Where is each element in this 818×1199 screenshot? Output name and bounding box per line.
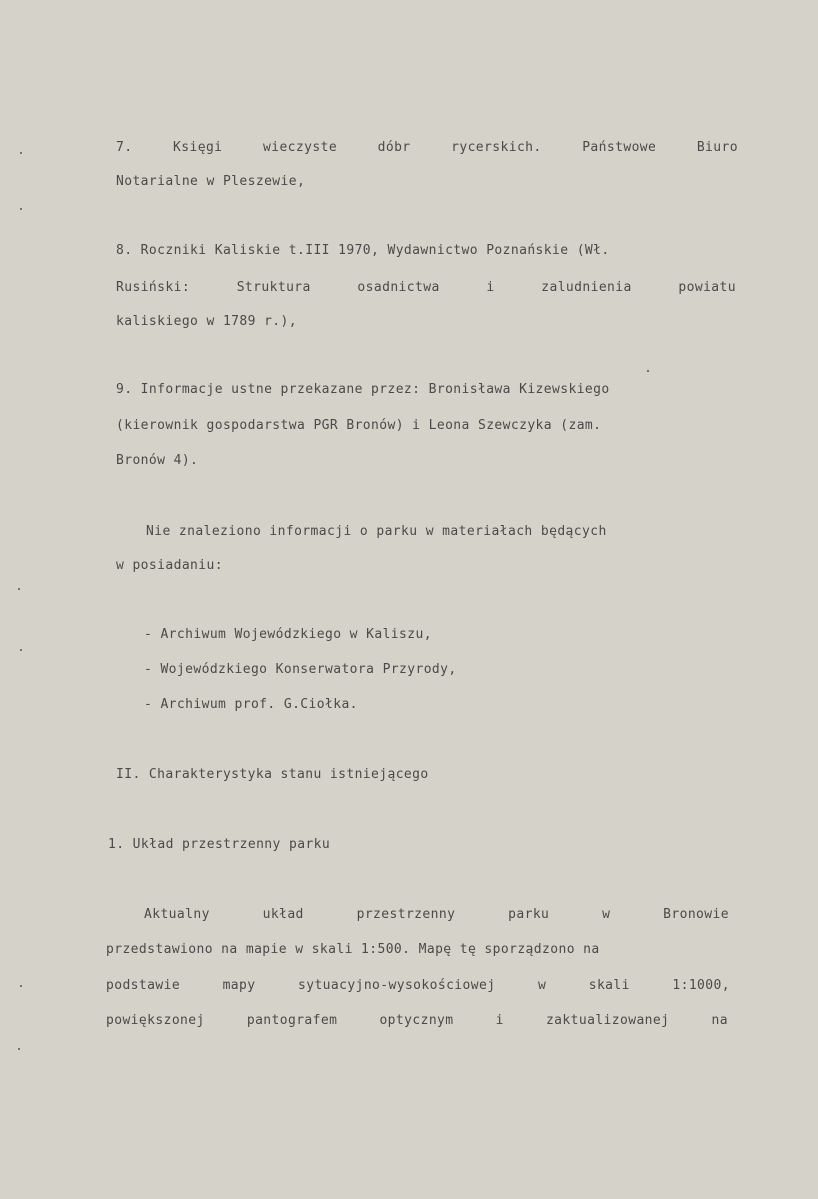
subsection-heading: 1. Układ przestrzenny parku [108,837,331,852]
not-found-line-1: Nie znaleziono informacji o parku w materiałach będących [146,524,607,539]
word: wieczyste [263,140,338,155]
word: powiatu [678,280,736,295]
ref-8-line-2 [116,280,736,296]
word: Państwowe [582,140,657,155]
word: sytuacyjno-wysokościowej [298,978,496,993]
word: dóbr [377,140,411,155]
word: osadnictwa [357,280,440,295]
word: 7. [116,140,133,155]
text-speck [647,370,649,372]
word: 1:1000, [672,978,730,993]
list-item: - Archiwum prof. G.Ciołka. [144,697,358,712]
body-line-1 [144,907,729,923]
list-item: - Archiwum Wojewódzkiego w Kaliszu, [144,627,432,642]
margin-speck [20,152,22,154]
word: podstawie [106,978,181,993]
word: optycznym [379,1013,454,1028]
word: Rusiński: [116,280,191,295]
margin-speck [20,649,22,651]
body-line-2: przedstawiono na mapie w skali 1:500. Mapę tę sporządzono na [106,942,600,957]
ref-9-line-2: (kierownik gospodarstwa PGR Bronów) i Leona Szewczyka (zam. [116,418,602,433]
word: w [602,907,611,922]
list-item: - Wojewódzkiego Konserwatora Przyrody, [144,662,457,677]
margin-speck [18,1048,20,1050]
word: na [711,1013,728,1028]
word: skali [588,978,630,993]
word: parku [508,907,550,922]
ref-8-line-3: kaliskiego w 1789 r.), [116,314,297,329]
word: Księgi [173,140,223,155]
ref-8-line-1: 8. Roczniki Kaliskie t.III 1970, Wydawnictwo Poznańskie (Wł. [116,243,610,258]
word: zaludnienia [541,280,632,295]
section-heading: II. Charakterystyka stanu istniejącego [116,767,429,782]
margin-speck [18,588,20,590]
ref-7-line-2: Notarialne w Pleszewie, [116,174,306,189]
word: zaktualizowanej [545,1013,670,1028]
margin-speck [20,208,22,210]
word: mapy [222,978,256,993]
body-line-3 [106,978,730,994]
word: rycerskich. [451,140,542,155]
body-line-4 [106,1013,728,1029]
word: i [486,280,495,295]
word: powiększonej [106,1013,205,1028]
word: i [495,1013,504,1028]
margin-speck [20,985,22,987]
ref-9-line-3: Bronów 4). [116,453,199,468]
word: pantografem [246,1013,338,1028]
word: Aktualny [144,907,210,922]
not-found-line-2: w posiadaniu: [116,558,223,573]
ref-9-line-1: 9. Informacje ustne przekazane przez: Bronisława Kizewskiego [116,382,610,397]
word: przestrzenny [356,907,456,922]
word: układ [262,907,304,922]
word: Biuro [696,140,738,155]
word: Struktura [236,280,311,295]
word: w [537,978,547,993]
ref-7-line-1 [116,140,738,156]
word: Bronowie [663,907,729,922]
